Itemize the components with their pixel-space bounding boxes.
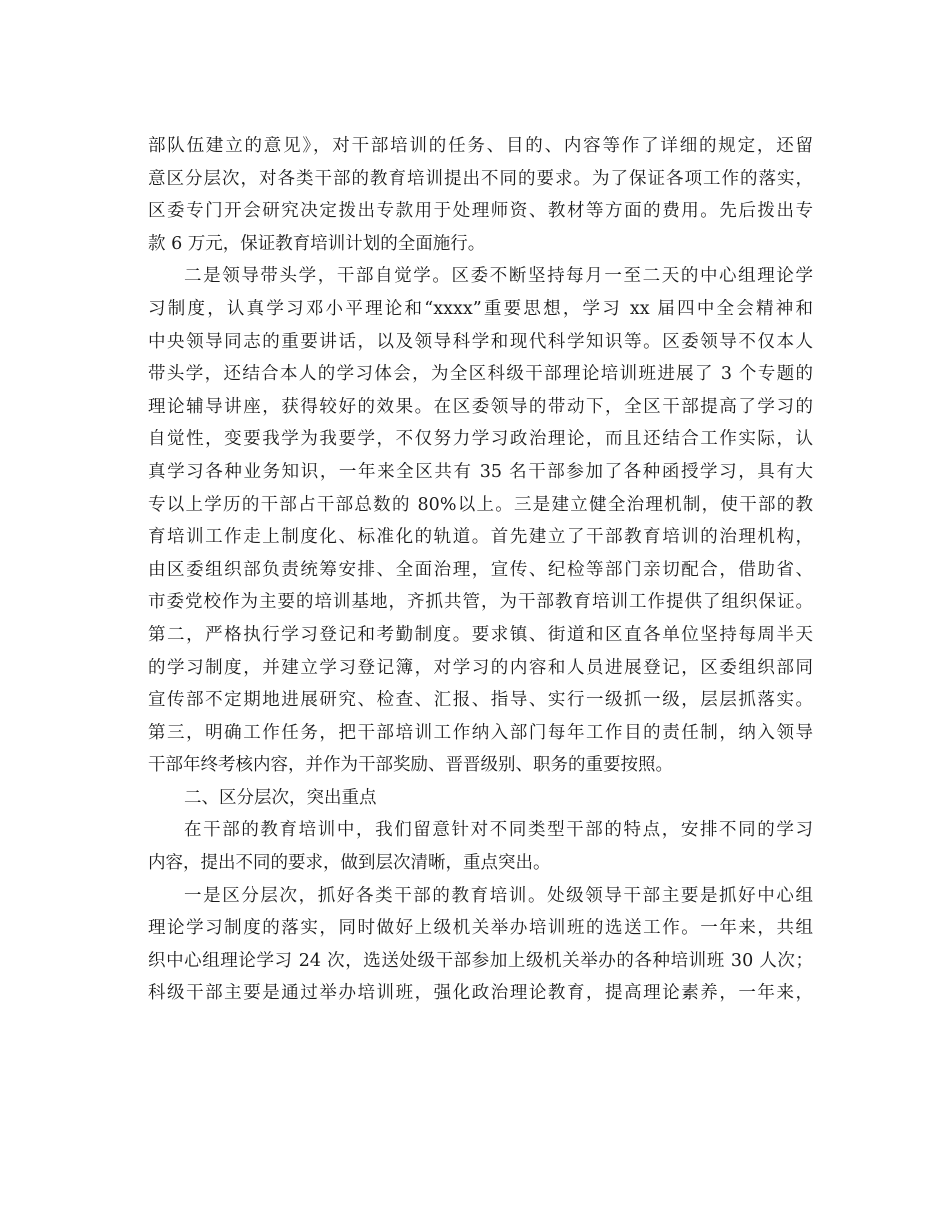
- text-line: 自觉性，变要我学为我要学，不仅努力学习政治理论，而且还结合工作实际，认: [148, 429, 813, 450]
- text-line: 真学习各种业务知识，一年来全区共有 35 名干部参加了各种函授学习，具有大: [148, 461, 813, 482]
- text-line: 二、区分层次，突出重点: [184, 787, 377, 808]
- text-line: 理论学习制度的落实，同时做好上级机关举办培训班的选送工作。一年来，共组: [148, 918, 813, 939]
- text-line: 科级干部主要是通过举办培训班，强化政治理论教育，提高理论素养，一年来，: [148, 983, 813, 1004]
- text-line: 区委专门开会研究决定拨出专款用于处理师资、教材等方面的费用。先后拨出专: [148, 201, 813, 222]
- text-line: 一是区分层次，抓好各类干部的教育培训。处级领导干部主要是抓好中心组: [184, 885, 813, 906]
- text-line: 习制度，认真学习邓小平理论和“xxxx”重要思想，学习 xx 届四中全会精神和: [148, 298, 813, 319]
- text-line: 意区分层次，对各类干部的教育培训提出不同的要求。为了保证各项工作的落实，: [148, 168, 813, 189]
- text-line: 由区委组织部负责统筹安排、全面治理，宣传、纪检等部门亲切配合，借助省、: [148, 559, 813, 580]
- text-line: 中央领导同志的重要讲话，以及领导科学和现代科学知识等。区委领导不仅本人: [148, 331, 813, 352]
- text-line: 织中心组理论学习 24 次，选送处级干部参加上级机关举办的各种培训班 30 人次；: [148, 950, 813, 971]
- text-line: 内容，提出不同的要求，做到层次清晰，重点突出。: [148, 853, 551, 874]
- text-line: 二是领导带头学，干部自觉学。区委不断坚持每月一至二天的中心组理论学: [184, 266, 813, 287]
- text-line: 部队伍建立的意见》，对干部培训的任务、目的、内容等作了详细的规定，还留: [148, 136, 813, 156]
- text-line: 干部年终考核内容，并作为干部奖励、晋晋级别、职务的重要按照。: [148, 755, 673, 776]
- text-line: 第二，严格执行学习登记和考勤制度。要求镇、街道和区直各单位坚持每周半天: [148, 624, 813, 645]
- text-line: 专以上学历的干部占干部总数的 80%以上。三是建立健全治理机制，使干部的教: [148, 494, 813, 515]
- text-line: 款 6 万元，保证教育培训计划的全面施行。: [148, 233, 486, 254]
- text-line: 市委党校作为主要的培训基地，齐抓共管，为干部教育培训工作提供了组织保证。: [148, 592, 813, 613]
- text-line: 育培训工作走上制度化、标准化的轨道。首先建立了干部教育培训的治理机构，: [148, 527, 813, 548]
- text-line: 理论辅导讲座，获得较好的效果。在区委领导的带动下，全区干部提高了学习的: [148, 396, 813, 417]
- text-line: 在干部的教育培训中，我们留意针对不同类型干部的特点，安排不同的学习: [184, 820, 813, 841]
- body-text: [148, 130, 813, 1010]
- text-line: 带头学，还结合本人的学习体会，为全区科级干部理论培训班进展了 3 个专题的: [148, 364, 813, 385]
- text-line: 的学习制度，并建立学习登记簿，对学习的内容和人员进展登记，区委组织部同: [148, 657, 813, 678]
- text-line: 第三，明确工作任务，把干部培训工作纳入部门每年工作目的责任制，纳入领导: [148, 722, 813, 743]
- text-line: 宣传部不定期地进展研究、检查、汇报、指导、实行一级抓一级，层层抓落实。: [148, 690, 813, 711]
